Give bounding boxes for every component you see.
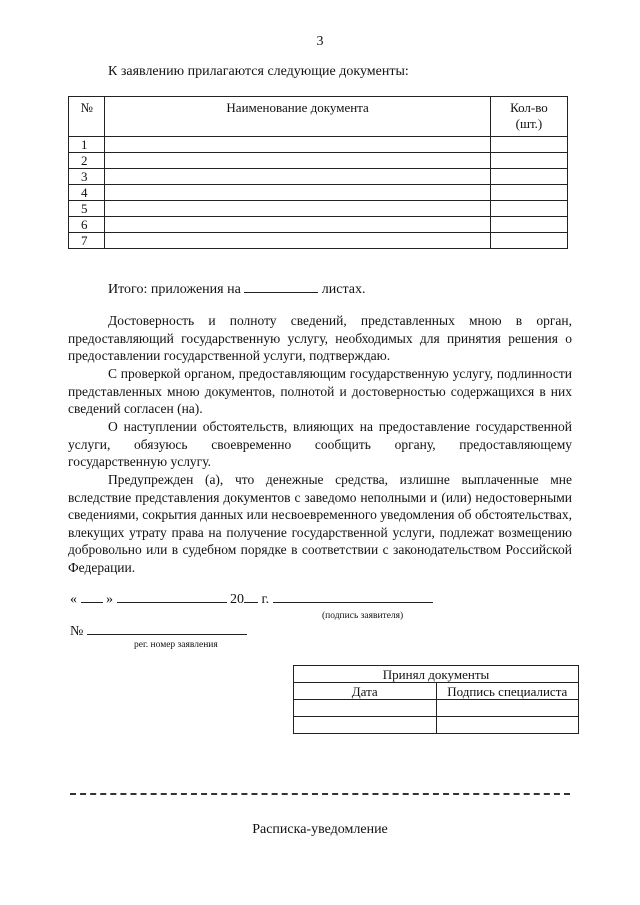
header-qty: [490, 97, 567, 137]
total-suffix: листах.: [321, 282, 366, 297]
registration-row: [70, 622, 247, 640]
applicant-signature-field[interactable]: [273, 590, 433, 603]
accepted-date-header: Дата: [294, 683, 437, 700]
registration-caption: рег. номер заявления: [134, 640, 218, 650]
row-number: 2: [69, 153, 105, 169]
row-number: 1: [69, 137, 105, 153]
month-field[interactable]: [117, 590, 227, 603]
doc-qty-cell[interactable]: [490, 137, 567, 153]
paragraph-verification: С проверкой органом, предоставляющим государственную услугу, подлинности представленных мною документов, полнотой и достоверностью содержащихся в них сведений согласен (на).: [68, 366, 572, 416]
doc-name-cell[interactable]: [105, 185, 491, 201]
table-row: [69, 169, 568, 185]
table-row: [69, 201, 568, 217]
header-num: №: [69, 97, 105, 137]
row-number: 4: [69, 185, 105, 201]
cut-line-divider: [70, 793, 570, 795]
accepted-sign-cell[interactable]: [436, 700, 579, 717]
doc-qty-cell[interactable]: [490, 169, 567, 185]
doc-qty-cell[interactable]: [490, 217, 567, 233]
doc-name-cell[interactable]: [105, 169, 491, 185]
doc-qty-cell[interactable]: [490, 153, 567, 169]
accepted-documents-table: [293, 665, 579, 734]
row-number: 7: [69, 233, 105, 249]
header-name: Наименование документа: [105, 97, 491, 137]
row-number: 6: [69, 217, 105, 233]
doc-qty-cell[interactable]: [490, 201, 567, 217]
paragraph-warning: Предупрежден (а), что денежные средства, излишне выплаченные мне вследствие представления документов с заведомо неполными и (или) недостоверными сведениями, сокрытия данных или несвоевременного уведомления об обстоятельствах, влекущих утрату права на получение государственной услуги, подлежат возмещению добровольно или в судебном порядке в соответствии с законодательством Российской Федерации.: [68, 472, 572, 575]
accepted-date-cell[interactable]: [294, 717, 437, 734]
year-suffix: г.: [261, 592, 270, 607]
documents-table-header: [69, 97, 568, 137]
table-row: [69, 185, 568, 201]
day-field[interactable]: [81, 590, 103, 603]
header-qty-line1: Кол-во: [510, 100, 548, 115]
header-qty-line2: (шт.): [515, 116, 543, 131]
year-field[interactable]: [244, 590, 258, 603]
total-prefix: Итого: приложения на: [108, 282, 241, 297]
doc-name-cell[interactable]: [105, 233, 491, 249]
total-attachments-line: [108, 280, 365, 298]
accepted-title: Принял документы: [294, 666, 579, 683]
page-number: 3: [316, 34, 324, 49]
receipt-title: Расписка-уведомление: [252, 822, 388, 837]
row-number: 3: [69, 169, 105, 185]
doc-name-cell[interactable]: [105, 201, 491, 217]
paragraph-circumstances: О наступлении обстоятельств, влияющих на предоставление государственной услуги, обязуюсь своевременно сообщить органу, предоставляющему государственную услугу.: [68, 419, 572, 469]
paragraph-accuracy: Достоверность и полноту сведений, представленных мною в орган, предоставляющий государственную услугу, необходимых для принятия решения о предоставлении государственной услуги, подтверждаю.: [68, 313, 572, 363]
registration-label: №: [70, 624, 84, 639]
registration-number-field[interactable]: [87, 622, 247, 635]
signature-caption: (подпись заявителя): [322, 611, 404, 621]
table-row: [69, 233, 568, 249]
accepted-sign-header: Подпись специалиста: [436, 683, 579, 700]
doc-name-cell[interactable]: [105, 137, 491, 153]
year-prefix: 20: [230, 592, 244, 607]
table-row: [69, 153, 568, 169]
table-row: [69, 137, 568, 153]
date-signature-row: [70, 590, 433, 608]
doc-qty-cell[interactable]: [490, 233, 567, 249]
attachments-intro: К заявлению прилагаются следующие документы:: [108, 64, 409, 79]
row-number: 5: [69, 201, 105, 217]
documents-table: [68, 96, 568, 249]
sheets-count-field[interactable]: [244, 280, 318, 293]
doc-name-cell[interactable]: [105, 153, 491, 169]
accepted-sign-cell[interactable]: [436, 717, 579, 734]
doc-qty-cell[interactable]: [490, 185, 567, 201]
doc-name-cell[interactable]: [105, 217, 491, 233]
table-row: [69, 217, 568, 233]
quote-close: »: [106, 592, 113, 607]
accepted-date-cell[interactable]: [294, 700, 437, 717]
quote-open: «: [70, 592, 77, 607]
